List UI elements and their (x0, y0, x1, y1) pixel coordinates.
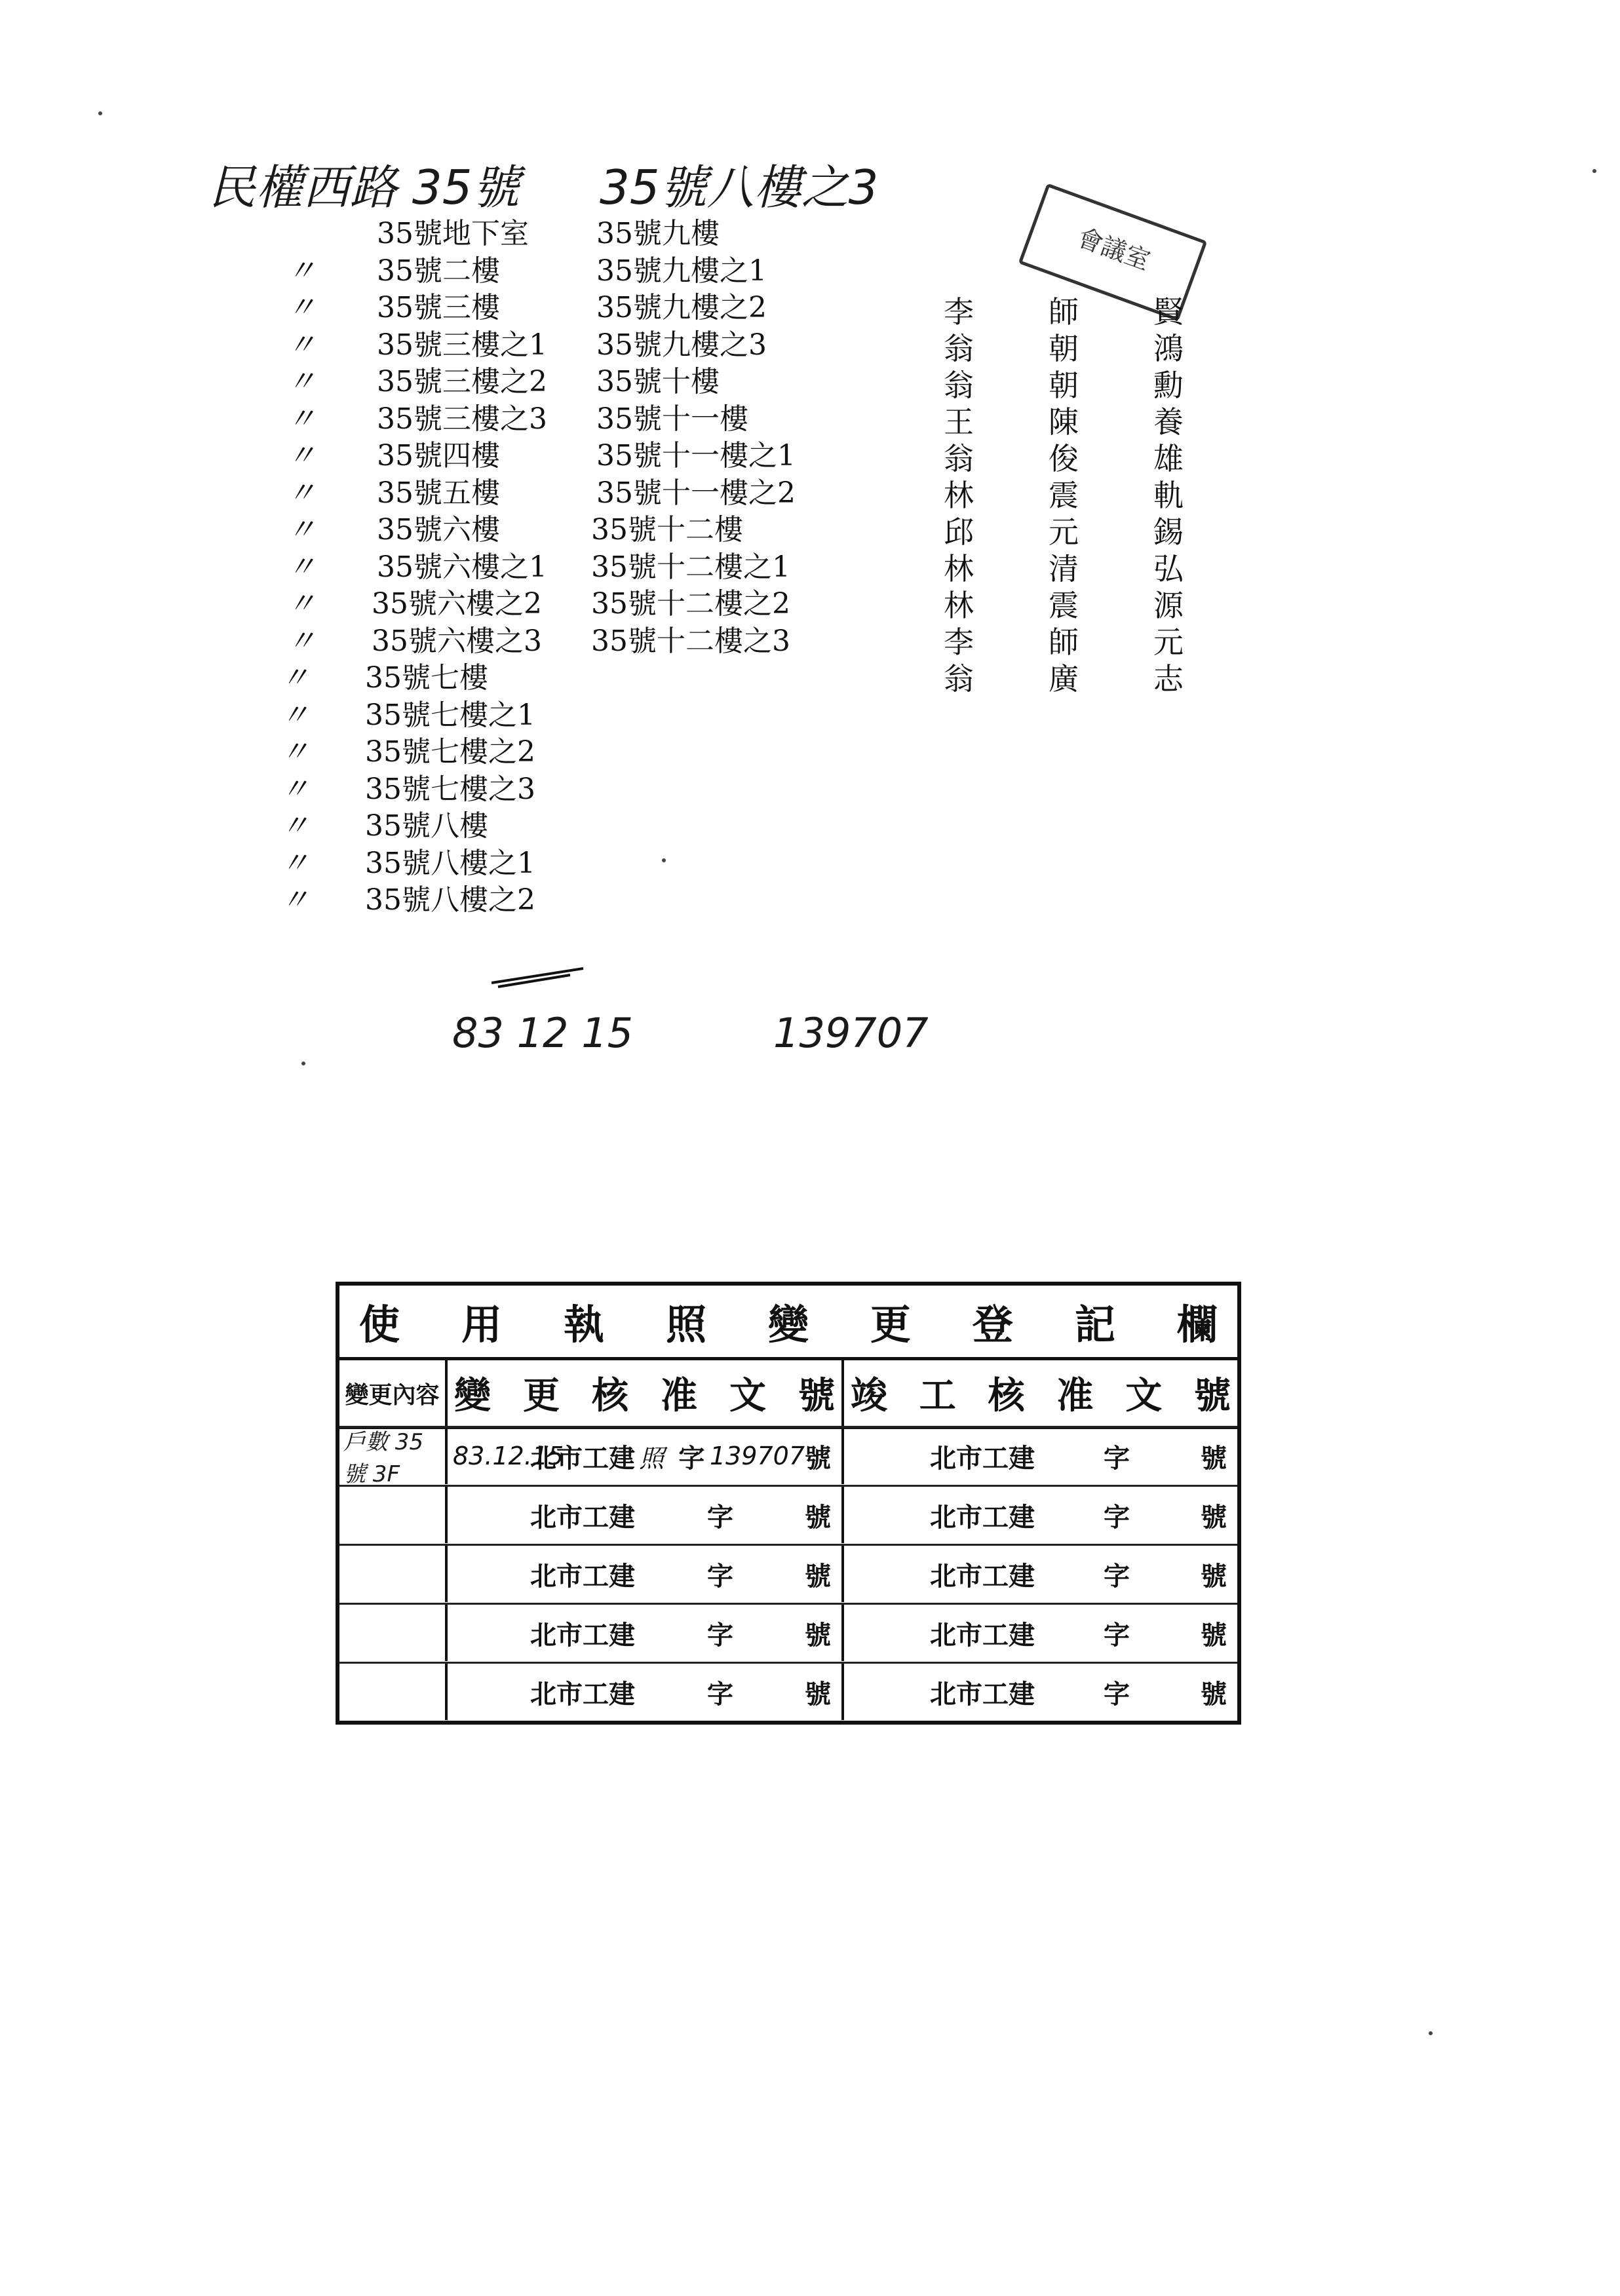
title-char: 用 (461, 1301, 502, 1349)
address-unit-right: 35號九樓之2 (596, 291, 767, 324)
owner-name-char: 翁 (944, 331, 974, 366)
header-char: 號 (798, 1374, 835, 1417)
cell-change-approval (448, 1664, 844, 1720)
cell-change-content (339, 1546, 448, 1602)
char-hao: 號 (805, 1442, 831, 1474)
header-char: 工 (919, 1374, 956, 1417)
scan-speck (662, 858, 666, 862)
handwritten-date: 83 12 15 (452, 1009, 634, 1057)
char-hao: 號 (805, 1560, 831, 1592)
header-char: 號 (1193, 1374, 1231, 1417)
char-hao: 號 (805, 1619, 831, 1651)
cell-change-approval (448, 1546, 844, 1602)
char-zi: 字 (707, 1619, 733, 1651)
title-char: 執 (563, 1301, 604, 1349)
owner-name-char: 元 (1153, 624, 1184, 660)
table-row (339, 1603, 1237, 1662)
cell-completion-approval (844, 1664, 1237, 1720)
header-char: 更 (523, 1374, 560, 1417)
ditto-mark: 〃 (280, 698, 309, 732)
header-char: 核 (592, 1374, 628, 1417)
ditto-mark: 〃 (287, 624, 316, 658)
owner-name-char: 清 (1049, 551, 1079, 586)
title-char: 變 (767, 1301, 809, 1349)
address-unit-left: 35號六樓之2 (372, 587, 542, 621)
char-zi: 字 (707, 1560, 733, 1592)
owner-name-char: 翁 (944, 441, 974, 476)
cell-change-content: 戶數 35號 3F (339, 1428, 448, 1484)
address-unit-left: 35號八樓之2 (365, 883, 535, 917)
address-unit-left: 35號二樓 (377, 254, 500, 288)
owner-name-char: 陳 (1049, 404, 1079, 440)
office-label: 北市工建 (930, 1442, 1035, 1474)
ditto-mark: 〃 (280, 846, 309, 880)
address-unit-left: 35號三樓之3 (377, 402, 547, 436)
cell-completion-approval (844, 1428, 1237, 1484)
office-label: 北市工建 (530, 1560, 635, 1592)
ditto-mark: 〃 (280, 735, 309, 769)
registration-table (336, 1282, 1241, 1725)
address-unit-left: 35號地下室 (377, 217, 529, 250)
handwritten-heading-right: 35號八樓之3 (600, 160, 879, 215)
cell-completion-approval (844, 1605, 1237, 1661)
address-unit-left: 35號六樓之1 (377, 550, 547, 584)
address-unit-left: 35號六樓之3 (372, 624, 542, 658)
address-unit-left: 35號三樓 (377, 291, 500, 324)
address-unit-right: 35號十二樓 (591, 513, 743, 546)
handwritten-approval-number: 139707 (709, 1442, 805, 1470)
ditto-mark: 〃 (287, 402, 316, 436)
title-char: 照 (665, 1301, 706, 1349)
ditto-mark: 〃 (287, 550, 316, 584)
char-hao: 號 (1201, 1619, 1227, 1651)
ditto-mark: 〃 (287, 254, 316, 288)
header-char: 竣 (851, 1374, 887, 1417)
owner-name-char: 邱 (944, 514, 974, 550)
char-zi: 字 (678, 1442, 705, 1474)
owner-name-char: 廣 (1049, 661, 1079, 697)
table-title (339, 1286, 1237, 1360)
char-zi: 字 (1104, 1442, 1130, 1474)
owner-name-char: 師 (1049, 624, 1079, 660)
owner-name-char: 師 (1049, 294, 1079, 330)
title-char: 登 (972, 1301, 1013, 1349)
address-unit-right: 35號九樓之3 (596, 328, 767, 362)
owner-name-char: 賢 (1153, 294, 1184, 330)
owner-name-char: 林 (944, 551, 974, 586)
owner-name-char: 李 (944, 624, 974, 660)
ditto-mark: 〃 (280, 661, 309, 695)
cell-change-content (339, 1487, 448, 1543)
ditto-mark: 〃 (280, 809, 309, 843)
office-label: 北市工建 (530, 1678, 635, 1710)
ditto-mark: 〃 (287, 587, 316, 621)
address-unit-left: 35號八樓之1 (365, 846, 535, 880)
address-unit-right: 35號十二樓之2 (591, 587, 790, 621)
ditto-mark: 〃 (287, 513, 316, 546)
cell-completion-approval (844, 1546, 1237, 1602)
header-char: 文 (729, 1374, 766, 1417)
owner-name-char: 震 (1049, 588, 1079, 623)
office-label: 北市工建 (530, 1501, 635, 1533)
address-unit-right: 35號十二樓之3 (591, 624, 790, 658)
handwritten-heading-left: 民權西路 35號 (208, 160, 520, 215)
owner-name-char: 俊 (1049, 441, 1079, 476)
address-unit-right: 35號九樓 (596, 217, 720, 250)
owner-name-char: 弘 (1153, 551, 1184, 586)
char-zi: 字 (707, 1501, 733, 1533)
office-label: 北市工建 (930, 1560, 1035, 1592)
char-zi: 字 (1104, 1560, 1130, 1592)
scan-speck (98, 111, 102, 115)
scan-speck (1592, 169, 1596, 173)
office-label: 北市工建 (530, 1619, 635, 1651)
cell-change-approval: 83.12.15 北市工建 照 字 139707 號 (448, 1428, 844, 1484)
header-change-content: 變更內容 (339, 1360, 448, 1426)
owner-name-char: 翁 (944, 368, 974, 403)
table-row (339, 1544, 1237, 1603)
owner-name-char: 朝 (1049, 368, 1079, 403)
owner-name-char: 養 (1153, 404, 1184, 440)
owner-name-char: 李 (944, 294, 974, 330)
address-unit-right: 35號十一樓 (596, 402, 748, 436)
ditto-mark: 〃 (287, 291, 316, 324)
handwritten-slash-mark (485, 963, 590, 989)
ditto-mark: 〃 (287, 328, 316, 362)
owner-name-char: 雄 (1153, 441, 1184, 476)
char-hao: 號 (1201, 1560, 1227, 1592)
ditto-mark: 〃 (287, 365, 316, 398)
office-label: 北市工建 (530, 1442, 635, 1474)
address-unit-right: 35號九樓之1 (596, 254, 767, 288)
ditto-mark: 〃 (280, 883, 309, 917)
owner-name-char: 林 (944, 588, 974, 623)
owner-name-char: 源 (1153, 588, 1184, 623)
scan-speck (1429, 2031, 1433, 2035)
address-unit-right: 35號十一樓之1 (596, 439, 796, 472)
header-char: 准 (661, 1374, 697, 1417)
owner-name-char: 元 (1049, 514, 1079, 550)
char-zi: 字 (707, 1678, 733, 1710)
title-char: 使 (359, 1301, 400, 1349)
address-unit-left: 35號六樓 (377, 513, 500, 546)
header-completion-approval (844, 1360, 1237, 1426)
owner-name-char: 勳 (1153, 368, 1184, 403)
char-hao: 號 (1201, 1501, 1227, 1533)
cell-change-content (339, 1664, 448, 1720)
address-unit-left: 35號五樓 (377, 476, 500, 510)
address-unit-left: 35號七樓之1 (365, 698, 535, 732)
table-row (339, 1426, 1237, 1485)
title-char: 欄 (1176, 1301, 1218, 1349)
table-row (339, 1662, 1237, 1721)
owner-name-char: 震 (1049, 478, 1079, 513)
office-label: 北市工建 (930, 1678, 1035, 1710)
char-hao: 號 (805, 1678, 831, 1710)
char-zi: 字 (1104, 1678, 1130, 1710)
handwritten-number: 139707 (773, 1009, 929, 1057)
address-unit-left: 35號七樓 (365, 661, 488, 695)
address-unit-right: 35號十二樓之1 (591, 550, 790, 584)
char-zi: 字 (1104, 1619, 1130, 1651)
cell-completion-approval (844, 1487, 1237, 1543)
owner-name-char: 林 (944, 478, 974, 513)
title-char: 更 (870, 1301, 911, 1349)
office-label: 北市工建 (930, 1501, 1035, 1533)
char-hao: 號 (805, 1501, 831, 1533)
owner-name-char: 錫 (1153, 514, 1184, 550)
address-unit-left: 35號三樓之1 (377, 328, 547, 362)
char-hao: 號 (1201, 1678, 1227, 1710)
header-change-approval (448, 1360, 844, 1426)
address-unit-right: 35號十一樓之2 (596, 476, 796, 510)
table-row (339, 1485, 1237, 1544)
title-char: 記 (1074, 1301, 1115, 1349)
cell-change-approval (448, 1487, 844, 1543)
header-char: 准 (1056, 1374, 1094, 1417)
address-unit-left: 35號七樓之2 (365, 735, 535, 769)
address-unit-left: 35號三樓之2 (377, 365, 547, 398)
char-hao: 號 (1201, 1442, 1227, 1474)
address-unit-left: 35號七樓之3 (365, 772, 535, 806)
char-zi: 字 (1104, 1501, 1130, 1533)
office-label: 北市工建 (930, 1619, 1035, 1651)
owner-name-char: 翁 (944, 661, 974, 697)
owner-name-char: 志 (1153, 661, 1184, 697)
address-unit-left: 35號八樓 (365, 809, 488, 843)
header-char: 核 (988, 1374, 1025, 1417)
owner-name-char: 鴻 (1153, 331, 1184, 366)
handwritten-approval-date: 83.12.15 (453, 1442, 564, 1470)
address-unit-left: 35號四樓 (377, 439, 500, 472)
ditto-mark: 〃 (287, 476, 316, 510)
stamp: 會議室 (1018, 183, 1208, 321)
address-unit-right: 35號十樓 (596, 365, 720, 398)
cell-change-approval (448, 1605, 844, 1661)
scan-speck (301, 1062, 305, 1065)
cell-change-content (339, 1605, 448, 1661)
owner-name-char: 朝 (1049, 331, 1079, 366)
ditto-mark: 〃 (287, 439, 316, 472)
header-char: 變 (454, 1374, 491, 1417)
header-char: 文 (1125, 1374, 1163, 1417)
ditto-mark: 〃 (280, 772, 309, 806)
owner-name-char: 王 (944, 404, 974, 440)
owner-name-char: 軌 (1153, 478, 1184, 513)
